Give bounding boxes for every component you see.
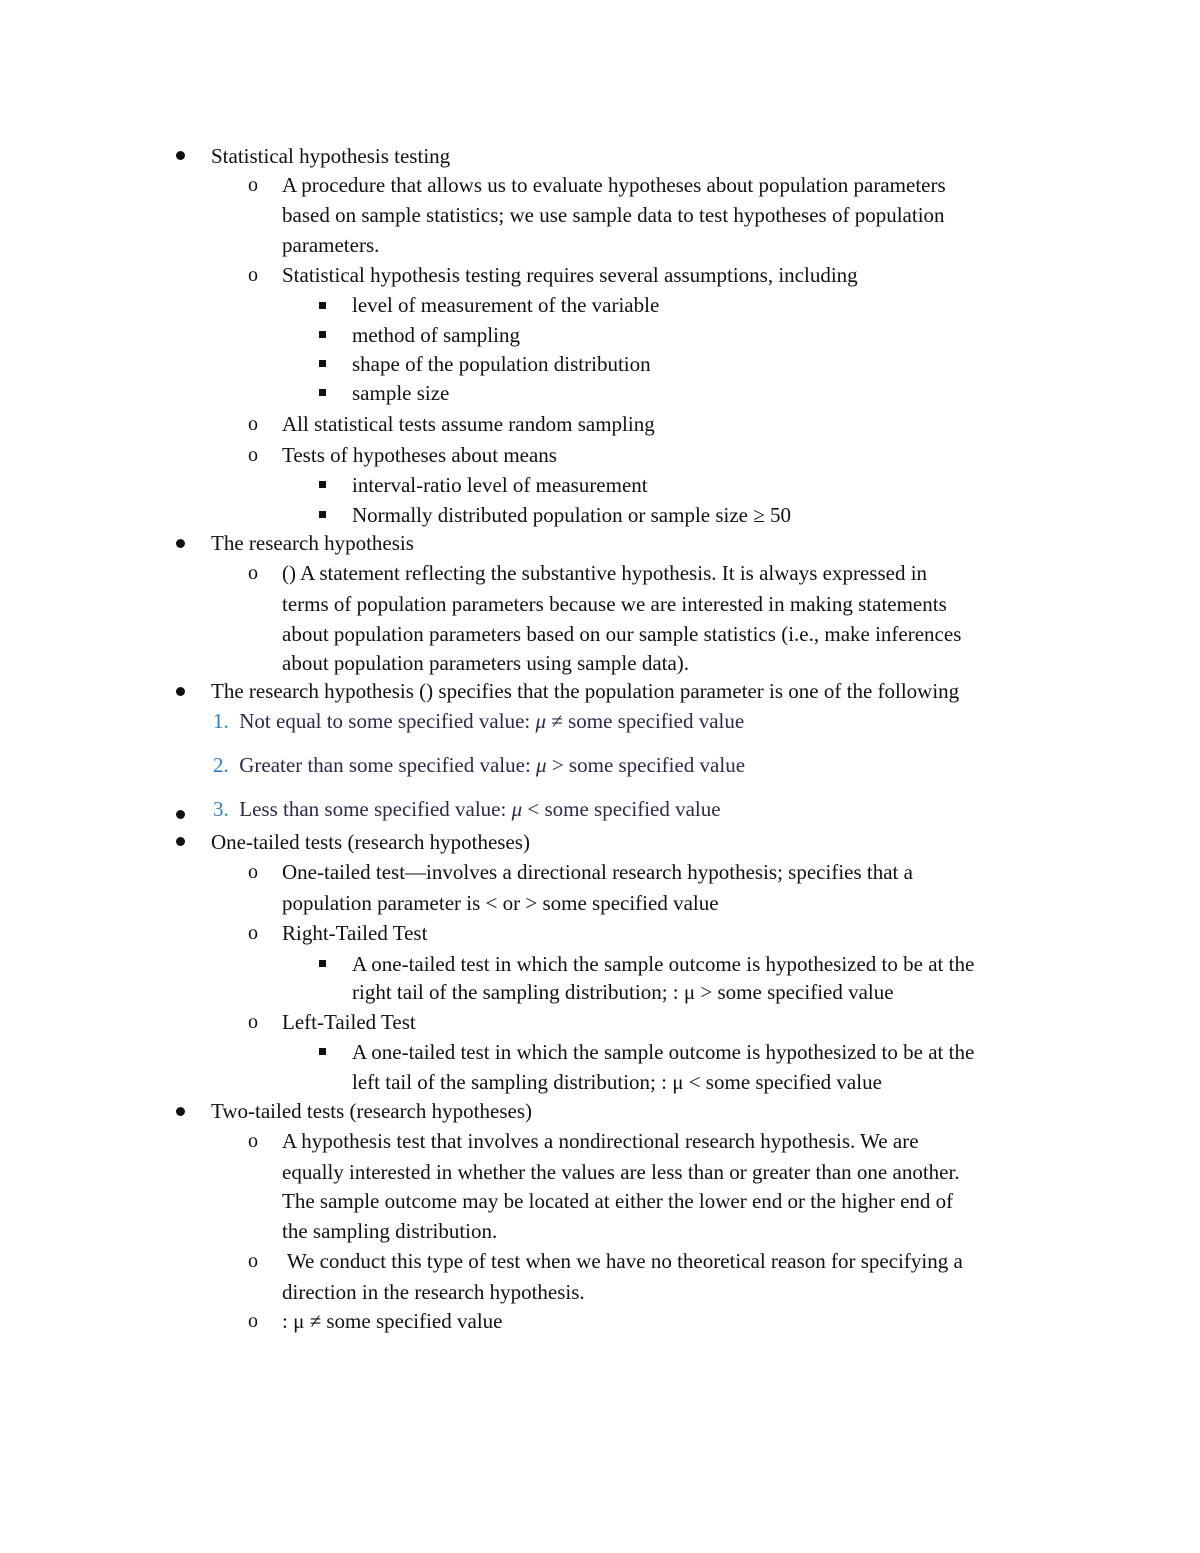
section-heading: Two-tailed tests (research hypotheses) — [211, 1099, 532, 1123]
item-text: Greater than some specified value: — [239, 753, 531, 777]
item-line: direction in the research hypothesis. — [282, 1280, 585, 1304]
item-text: Less than some specified value: — [239, 797, 507, 821]
section-heading: The research hypothesis — [211, 531, 414, 555]
numbered-item — [213, 750, 745, 780]
item-line: We conduct this type of test when we have no theoretical reason for specifying a — [282, 1249, 963, 1273]
square-bullet-icon — [319, 389, 326, 396]
item-text: Not equal to some specified value: — [239, 709, 531, 733]
bullet-icon — [176, 837, 185, 846]
item-line: All statistical tests assume random sampling — [282, 412, 655, 436]
subitem-line: method of sampling — [352, 323, 520, 347]
bullet-icon — [176, 810, 185, 819]
circle-bullet-icon: o — [248, 1011, 258, 1033]
item-line: equally interested in whether the values are less than or greater than one another. — [282, 1160, 960, 1184]
subitem-line: right tail of the sampling distribution; : μ > some specified value — [352, 980, 894, 1004]
item-line: () A statement reflecting the substantive hypothesis. It is always expressed in — [282, 561, 928, 585]
section-heading: Statistical hypothesis testing — [211, 144, 451, 168]
numbered-item — [213, 794, 721, 824]
circle-bullet-icon: o — [248, 413, 258, 435]
bullet-icon — [176, 687, 185, 696]
item-rest: < some specified value — [527, 797, 721, 821]
numbered-item — [213, 706, 744, 736]
circle-bullet-icon: o — [248, 861, 258, 883]
item-line: parameters. — [282, 233, 380, 257]
circle-bullet-icon: o — [248, 1130, 258, 1152]
item-line: the sampling distribution. — [282, 1219, 498, 1243]
item-line: Right-Tailed Test — [282, 921, 428, 945]
item-line: A procedure that allows us to evaluate hypotheses about population parameters — [282, 173, 946, 197]
subitem-line: left tail of the sampling distribution; : μ < some specified value — [352, 1070, 882, 1094]
item-line: A hypothesis test that involves a nondirectional research hypothesis. We are — [282, 1129, 919, 1153]
bullet-icon — [176, 151, 185, 160]
item-number: 1. — [213, 709, 229, 733]
item-line: population parameter is < or > some specified value — [282, 891, 719, 915]
bullet-icon — [176, 539, 185, 548]
item-rest: ≠ some specified value — [551, 709, 745, 733]
circle-bullet-icon: o — [248, 922, 258, 944]
square-bullet-icon — [319, 360, 326, 367]
circle-bullet-icon: o — [248, 264, 258, 286]
section-heading: The research hypothesis () specifies that the population parameter is one of the following — [211, 679, 960, 703]
item-line: One-tailed test—involves a directional research hypothesis; specifies that a — [282, 860, 913, 884]
subitem-line: interval-ratio level of measurement — [352, 473, 648, 497]
mu-symbol: μ — [511, 797, 523, 821]
mu-symbol: μ — [535, 709, 547, 733]
subitem-line: Normally distributed population or sample size ≥ 50 — [352, 503, 792, 527]
item-line: Tests of hypotheses about means — [282, 443, 557, 467]
square-bullet-icon — [319, 960, 326, 967]
square-bullet-icon — [319, 331, 326, 338]
circle-bullet-icon: o — [248, 1250, 258, 1272]
subitem-line: A one-tailed test in which the sample outcome is hypothesized to be at the — [352, 1040, 975, 1064]
item-line: about population parameters based on our sample statistics (i.e., make inferences — [282, 622, 962, 646]
circle-bullet-icon: o — [248, 562, 258, 584]
item-number: 3. — [213, 797, 229, 821]
square-bullet-icon — [319, 1048, 326, 1055]
subitem-line: A one-tailed test in which the sample outcome is hypothesized to be at the — [352, 952, 975, 976]
item-line: : μ ≠ some specified value — [282, 1309, 503, 1333]
subitem-line: sample size — [352, 381, 450, 405]
item-line: terms of population parameters because we are interested in making statements — [282, 592, 947, 616]
item-line: Left-Tailed Test — [282, 1010, 416, 1034]
subitem-line: shape of the population distribution — [352, 352, 651, 376]
square-bullet-icon — [319, 481, 326, 488]
square-bullet-icon — [319, 511, 326, 518]
item-number: 2. — [213, 753, 229, 777]
subitem-line: level of measurement of the variable — [352, 293, 660, 317]
section-heading: One-tailed tests (research hypotheses) — [211, 830, 530, 854]
circle-bullet-icon: o — [248, 444, 258, 466]
item-rest: > some specified value — [551, 753, 746, 777]
circle-bullet-icon: o — [248, 1310, 258, 1332]
item-line: about population parameters using sample data). — [282, 651, 690, 675]
item-line: Statistical hypothesis testing requires several assumptions, including — [282, 263, 858, 287]
bullet-icon — [176, 1107, 185, 1116]
item-line: The sample outcome may be located at either the lower end or the higher end of — [282, 1189, 954, 1213]
mu-symbol: μ — [536, 753, 547, 777]
square-bullet-icon — [319, 302, 326, 309]
circle-bullet-icon: o — [248, 174, 258, 196]
item-line: based on sample statistics; we use sample data to test hypotheses of population — [282, 203, 945, 227]
